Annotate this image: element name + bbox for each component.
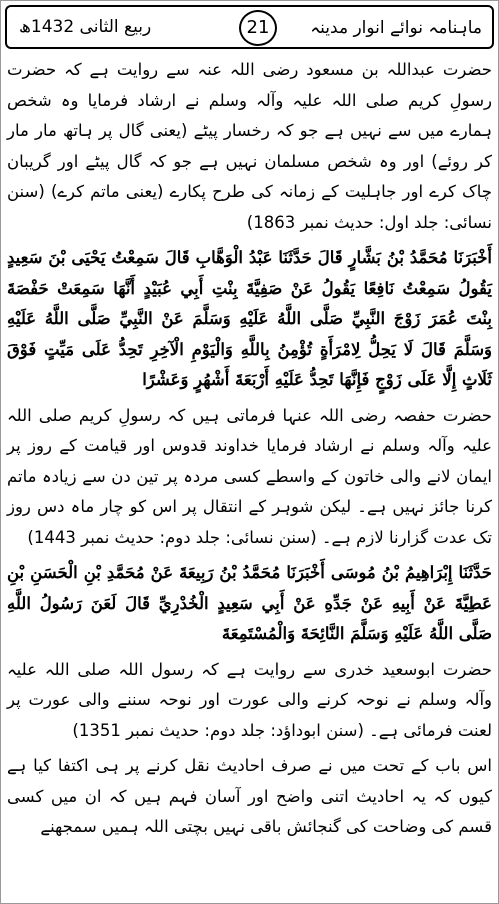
article-body <box>7 55 492 901</box>
hadith-arabic-1: أَخْبَرَنَا مُحَمَّدُ بْنُ بَشَّارٍ قَالَ حَدَّثَنَا عَبْدُ الْوَهَّابِ قَالَ سَمِعْتُ يَحْيَى بْنَ سَعِيدٍ يَقُولُ سَمِعْتُ نَافِعًا يَقُولُ عَنْ صَفِيَّةَ بِنْتِ أَبِي عُبَيْدٍ أَنَّهَا سَمِعَتْ حَفْصَةَ بِنْتَ عُمَرَ زَوْجَ النَّبِيِّ صَلَّى اللَّهُ عَلَيْهِ وَسَلَّمَ عَنْ النَّبِيِّ صَلَّى اللَّهُ عَلَيْهِ وَسَلَّمَ قَالَ لَا يَحِلُّ لِامْرَأَةٍ تُؤْمِنُ بِاللَّهِ وَالْيَوْمِ الْآخِرِ تَحِدُّ عَلَى مَيِّتٍ فَوْقَ ثَلَاثٍ إِلَّا عَلَى زَوْجٍ فَإِنَّهَا تَحِدُّ عَلَيْهِ أَرْبَعَةَ أَشْهُرٍ وَعَشْرًا <box>7 248 492 389</box>
page-header <box>5 5 494 49</box>
hadith-translation-3: حضرت ابوسعید خدری سے روایت ہے کہ رسول اللہ صلی اللہ علیہ وآلہ وسلم نے نوحہ کرنے والی عورت اور نوحہ سننے والی عورت پر لعنت فرمائی ہے۔ (سنن ابوداؤد: جلد دوم: حدیث نمبر 1351) <box>7 659 492 740</box>
hadith-arabic-2: حَدَّثَنَا إِبْرَاهِيمُ بْنُ مُوسَى أَخْبَرَنَا مُحَمَّدُ بْنُ رَبِيعَةَ عَنْ مُحَمَّدِ بْنِ الْحَسَنِ بْنِ عَطِيَّةَ عَنْ أَبِيهِ عَنْ جَدِّهِ عَنْ أَبِي سَعِيدٍ الْخُدْرِيِّ قَالَ لَعَنَ رَسُولُ اللَّهِ صَلَّى اللَّهُ عَلَيْهِ وَسَلَّمَ النَّائِحَةَ وَالْمُسْتَمِعَةَ <box>7 563 492 643</box>
hadith-translation-2: حضرت حفصہ رضی اللہ عنہا فرماتی ہیں کہ رسولِ کریم صلی اللہ علیہ وآلہ وسلم نے ارشاد فرمایا خداوند قدوس اور قیامت کے روز پر ایمان لانے والی خاتون کے واسطے کسی مردہ پر تین دن سے زیادہ ماتم کرنا جائز نہیں ہے۔ لیکن شوہر کے انتقال پر اس کو چار ماہ دس روز تک عدت گزارنا لازم ہے۔ (سنن نسائی: جلد دوم: حدیث نمبر 1443) <box>7 405 492 547</box>
hadith-translation-1: حضرت عبداللہ بن مسعود رضی اللہ عنہ سے روایت ہے کہ حضرت رسولِ کریم صلی اللہ علیہ وآلہ وسلم نے ارشاد فرمایا وہ شخص ہمارے میں سے نہیں ہے جو کہ رخسار پیٹے (یعنی گال پر ہاتھ مار مار کر روئے) اور وہ شخص مسلمان نہیں ہے جو کہ گال پیٹے اور گریبان چاک کرے اور جاہلیت کے زمانہ کی طرح پکارے (یعنی ماتم کرے) (سنن نسائی: جلد اول: حدیث نمبر 1863) <box>7 60 492 232</box>
issue-date: ربیع الثانی 1432ھ <box>19 17 152 37</box>
closing-paragraph: اس باب کے تحت میں نے صرف احادیث نقل کرنے پر ہی اکتفا کیا ہے کیوں کہ یہ احادیث اتنی واضح اور آسان فہم ہیں کہ ان میں کسی قسم کی وضاحت کی گنجائش باقی نہیں بچتی اللہ ہمیں سمجھنے <box>7 756 492 836</box>
magazine-title: ماہنامہ نوائے انوار مدینہ <box>310 18 482 38</box>
page-number: 21 <box>239 10 277 46</box>
